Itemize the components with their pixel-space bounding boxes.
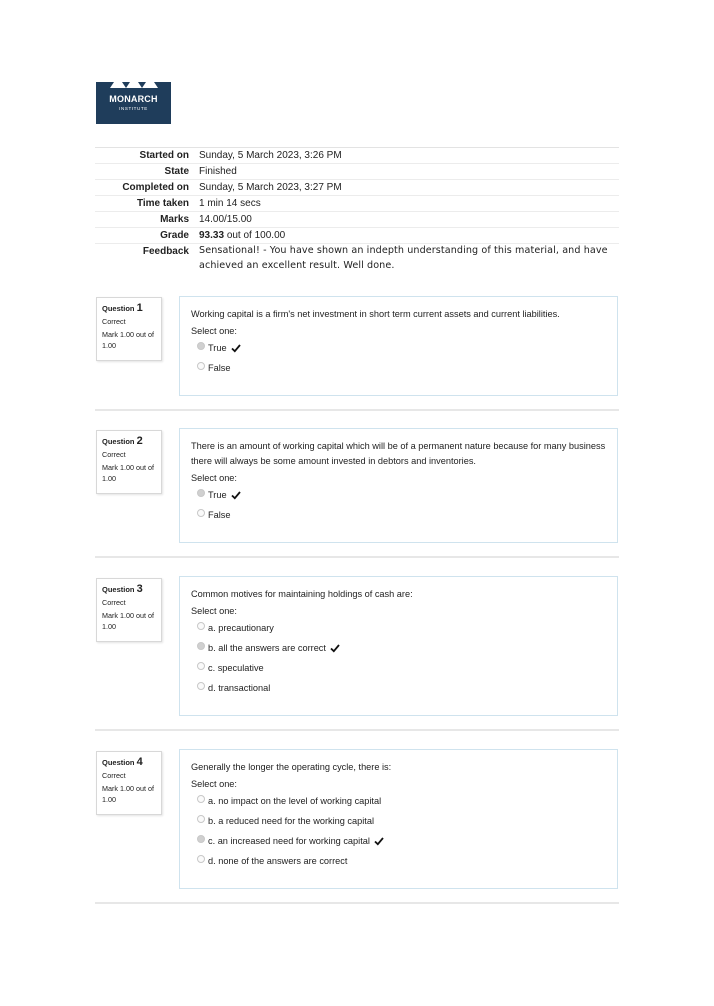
question-content-3 xyxy=(179,576,618,716)
overall-feedback xyxy=(199,244,619,273)
question-state: Correct xyxy=(102,598,126,607)
answer-option[interactable] xyxy=(191,505,617,525)
option-label: False xyxy=(208,363,231,373)
question-state: Correct xyxy=(102,771,126,780)
question-text: There is an amount of working capital which will be of a permanent nature because for many business there will always be some amount invested in debtors and inventories. xyxy=(191,441,606,466)
option-label: a. precautionary xyxy=(208,623,274,633)
check-icon xyxy=(231,490,241,500)
answer-option[interactable] xyxy=(191,811,617,831)
summary-label: Time taken xyxy=(136,198,189,209)
answer-option[interactable] xyxy=(191,485,617,505)
summary-row-completed-on xyxy=(95,180,619,196)
answer-option[interactable] xyxy=(191,851,617,871)
summary-value: 1 min 14 secs xyxy=(199,198,261,209)
summary-row-marks xyxy=(95,212,619,228)
option-label: True xyxy=(208,343,227,353)
grade-score: 93.33 xyxy=(199,230,225,241)
question-content-4 xyxy=(179,749,618,889)
answer-option[interactable] xyxy=(191,791,617,811)
radio-unselected-icon[interactable] xyxy=(197,682,205,690)
check-icon xyxy=(330,643,340,653)
answer-option[interactable] xyxy=(191,618,617,638)
question-text: Generally the longer the operating cycle, there is: xyxy=(191,762,392,772)
answer-option[interactable] xyxy=(191,831,617,851)
summary-label: Started on xyxy=(139,150,189,161)
summary-value: Sunday, 5 March 2023, 3:26 PM xyxy=(199,150,342,161)
logo-mark-icon xyxy=(104,82,164,88)
select-one-prompt: Select one: xyxy=(191,606,237,616)
answer-option[interactable] xyxy=(191,638,617,658)
option-label: False xyxy=(208,510,231,520)
attempt-summary-table xyxy=(95,147,619,273)
answer-option[interactable] xyxy=(191,678,617,698)
radio-unselected-icon[interactable] xyxy=(197,362,205,370)
answer-option[interactable] xyxy=(191,358,617,378)
question-grade: Mark 1.00 out of 1.00 xyxy=(102,330,154,350)
question-state: Correct xyxy=(102,450,126,459)
radio-unselected-icon[interactable] xyxy=(197,855,205,863)
summary-label: Marks xyxy=(160,214,189,225)
check-icon xyxy=(374,836,384,846)
summary-label: Grade xyxy=(160,230,189,241)
question-separator xyxy=(95,729,619,731)
question-content-1 xyxy=(179,296,618,396)
question-info-2 xyxy=(96,430,162,494)
question-number: Question 2 xyxy=(102,435,143,447)
option-label: c. an increased need for working capital xyxy=(208,836,370,846)
question-text: Working capital is a firm's net investment in short term current assets and current liabilities. xyxy=(191,309,560,319)
radio-selected-icon[interactable] xyxy=(197,342,205,350)
option-label: a. no impact on the level of working capital xyxy=(208,796,382,806)
option-label: True xyxy=(208,490,227,500)
question-separator xyxy=(95,902,619,904)
option-label: d. none of the answers are correct xyxy=(208,856,348,866)
summary-label: State xyxy=(164,166,189,177)
answer-option[interactable] xyxy=(191,338,617,358)
question-separator xyxy=(95,409,619,411)
feedback-line: Sensational! - You have shown an indepth understanding of this material, and have xyxy=(199,245,608,256)
question-state: Correct xyxy=(102,317,126,326)
question-info-4 xyxy=(96,751,162,815)
summary-row-feedback xyxy=(95,244,619,273)
summary-row-time-taken xyxy=(95,196,619,212)
summary-row-grade xyxy=(95,228,619,244)
radio-unselected-icon[interactable] xyxy=(197,509,205,517)
logo-name: MONARCH xyxy=(109,94,158,104)
question-content-2 xyxy=(179,428,618,543)
question-number: Question 3 xyxy=(102,583,143,595)
summary-label: Feedback xyxy=(142,246,189,257)
summary-value: 14.00/15.00 xyxy=(199,214,252,225)
radio-unselected-icon[interactable] xyxy=(197,662,205,670)
grade-out-of: out of 100.00 xyxy=(226,230,286,241)
question-grade: Mark 1.00 out of 1.00 xyxy=(102,611,154,631)
radio-unselected-icon[interactable] xyxy=(197,795,205,803)
radio-unselected-icon[interactable] xyxy=(197,815,205,823)
summary-value xyxy=(199,228,619,243)
option-label: b. a reduced need for the working capital xyxy=(208,816,374,826)
check-icon xyxy=(231,343,241,353)
radio-selected-icon[interactable] xyxy=(197,642,205,650)
select-one-prompt: Select one: xyxy=(191,779,237,789)
question-info-1 xyxy=(96,297,162,361)
summary-value: Finished xyxy=(199,166,237,177)
select-one-prompt: Select one: xyxy=(191,326,237,336)
logo-subtitle: INSTITUTE xyxy=(119,106,148,111)
summary-row-state xyxy=(95,164,619,180)
summary-value: Sunday, 5 March 2023, 3:27 PM xyxy=(199,182,342,193)
question-text: Common motives for maintaining holdings of cash are: xyxy=(191,589,413,599)
radio-unselected-icon[interactable] xyxy=(197,622,205,630)
summary-label: Completed on xyxy=(122,182,189,193)
option-label: c. speculative xyxy=(208,663,264,673)
question-number: Question 1 xyxy=(102,302,143,314)
feedback-line: achieved an excellent result. Well done. xyxy=(199,259,395,271)
question-separator xyxy=(95,556,619,558)
question-grade: Mark 1.00 out of 1.00 xyxy=(102,463,154,483)
radio-selected-icon[interactable] xyxy=(197,489,205,497)
monarch-institute-logo xyxy=(96,82,171,124)
select-one-prompt: Select one: xyxy=(191,473,237,483)
question-number: Question 4 xyxy=(102,756,143,768)
radio-selected-icon[interactable] xyxy=(197,835,205,843)
question-info-3 xyxy=(96,578,162,642)
option-label: d. transactional xyxy=(208,683,271,693)
question-grade: Mark 1.00 out of 1.00 xyxy=(102,784,154,804)
answer-option[interactable] xyxy=(191,658,617,678)
option-label: b. all the answers are correct xyxy=(208,643,326,653)
summary-row-started-on xyxy=(95,148,619,164)
